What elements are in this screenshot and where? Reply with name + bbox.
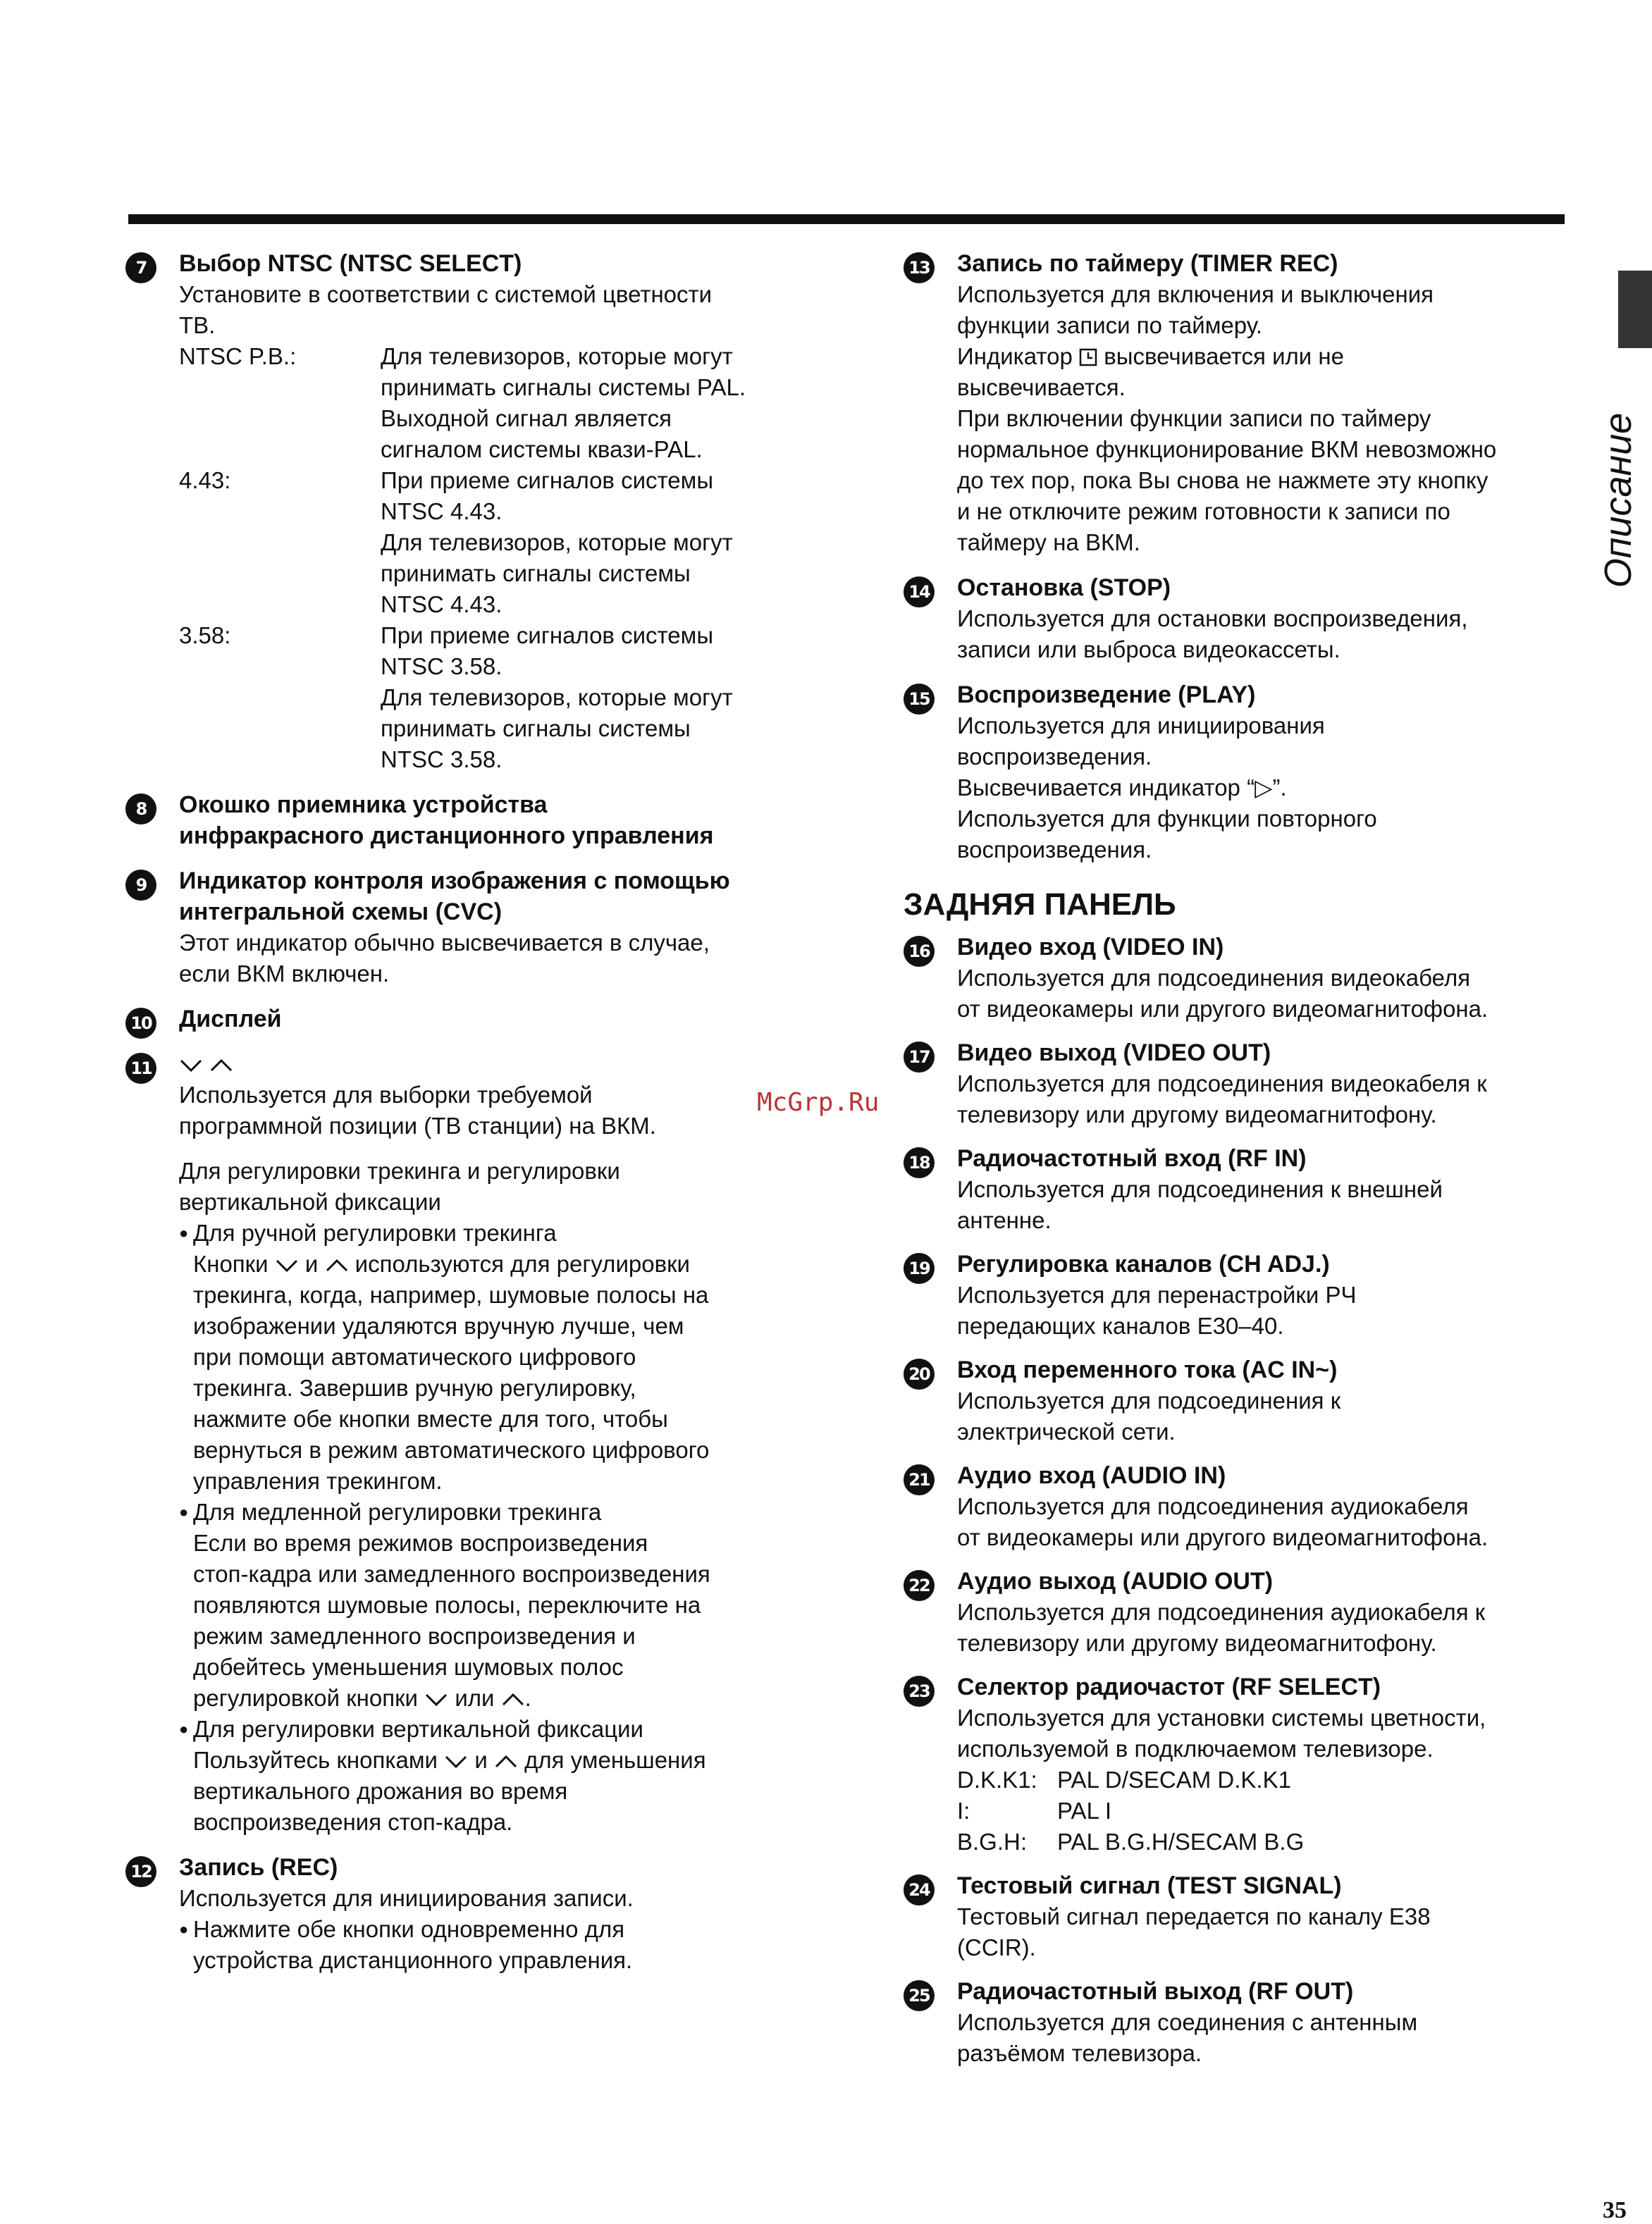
- row-text: принимать сигналы системы: [381, 560, 691, 586]
- item-text: антенне.: [957, 1207, 1052, 1233]
- item-text: Используется для подсоединения аудиокабеля: [957, 1493, 1469, 1519]
- row-text: Для телевизоров, которые могут: [381, 529, 733, 555]
- item-title: Радиочастотный вход (RF IN): [957, 1145, 1307, 1172]
- item-text: Используется для подсоединения к внешней: [957, 1176, 1443, 1202]
- row-text: NTSC 3.58.: [381, 653, 503, 679]
- item-title: Дисплей: [179, 1006, 282, 1032]
- item-text: Установите в соответствии с системой цветности: [179, 281, 713, 307]
- section-title: ЗАДНЯЯ ПАНЕЛЬ: [904, 887, 1176, 922]
- item-title: Видео выход (VIDEO OUT): [957, 1039, 1271, 1066]
- item-24: [904, 1870, 1566, 1963]
- chevron-down-icon: [179, 1056, 203, 1073]
- item-title: интегральной схемы (CVC): [179, 898, 503, 925]
- item-text: функции записи по таймеру.: [957, 312, 1263, 338]
- bullet-vertical-lock: [179, 1714, 830, 1838]
- item-text: записи или выброса видеокассеты.: [957, 636, 1340, 662]
- item-number: 9: [125, 870, 156, 901]
- row-text: PAL D/SECAM D.K.K1: [1057, 1767, 1291, 1793]
- row-text: PAL B.G.H/SECAM B.G: [1057, 1829, 1305, 1855]
- ntsc-row: [179, 620, 830, 775]
- item-number: 16: [904, 936, 935, 967]
- timer-icon: [1079, 348, 1097, 366]
- bullet-title: ● Для регулировки вертикальной фиксации: [193, 1714, 830, 1745]
- bullet-text: вернуться в режим автоматического цифрового: [193, 1437, 710, 1463]
- item-text: Используется для подсоединения к: [957, 1388, 1341, 1414]
- bullet-text: управления трекингом.: [193, 1468, 443, 1494]
- item-number: 22: [904, 1570, 935, 1601]
- chevron-up-icon: [494, 1753, 518, 1769]
- ntsc-row: [179, 341, 830, 465]
- row-text: Выходной сигнал является: [381, 405, 672, 431]
- sidebar-tab-marker: [1618, 271, 1652, 348]
- item-text: от видеокамеры или другого видеомагнитофона.: [957, 1524, 1488, 1550]
- item-text: воспроизведения.: [957, 743, 1152, 770]
- chevron-down-icon: [424, 1691, 448, 1707]
- item-number: 11: [125, 1053, 156, 1084]
- item-18: [904, 1143, 1566, 1236]
- item-number: 7: [125, 252, 156, 283]
- row-key: NTSC P.B.:: [179, 343, 297, 369]
- item-22: [904, 1566, 1566, 1659]
- item-17: [904, 1037, 1566, 1130]
- item-title: Окошко приемника устройства: [179, 791, 548, 818]
- item-12: [125, 1852, 830, 1976]
- item-text: (CCIR).: [957, 1934, 1036, 1960]
- row-text: При приеме сигналов системы: [381, 467, 714, 493]
- item-title: Остановка (STOP): [957, 574, 1171, 601]
- item-text: Используется для функции повторного: [957, 805, 1377, 832]
- item-text: если ВКМ включен.: [179, 960, 390, 987]
- item-text: Этот индикатор обычно высвечивается в случае,: [179, 929, 710, 956]
- item-25: [904, 1976, 1566, 2069]
- item-23: [904, 1672, 1566, 1858]
- bullet-text: ● Нажмите обе кнопки одновременно для: [193, 1914, 830, 1945]
- bullet-text: стоп-кадра или замедленного воспроизведения: [193, 1561, 710, 1587]
- item-number: 14: [904, 576, 935, 607]
- item-text: Используется для перенастройки РЧ: [957, 1282, 1357, 1308]
- item-number: 15: [904, 684, 935, 715]
- bullet-text: появляются шумовые полосы, переключите на: [193, 1592, 701, 1618]
- item-number: 18: [904, 1147, 935, 1178]
- sidebar-label: Описание: [1597, 412, 1639, 588]
- bullet-slow-tracking: [179, 1497, 830, 1714]
- row-text: сигналом системы квази-PAL.: [381, 436, 703, 462]
- item-title: Запись по таймеру (TIMER REC): [957, 250, 1338, 277]
- row-key: 4.43:: [179, 467, 231, 493]
- row-text: NTSC 4.43.: [381, 498, 503, 524]
- item-text: Высвечивается индикатор “▷”.: [957, 774, 1287, 801]
- bullet-text: воспроизведения стоп-кадра.: [193, 1809, 513, 1835]
- chevron-down-icon: [275, 1256, 299, 1273]
- bullet-text: трекинга, когда, например, шумовые полосы на: [193, 1282, 709, 1308]
- bullet-text: нажмите обе кнопки вместе для того, чтобы: [193, 1406, 668, 1432]
- item-number: 23: [904, 1676, 935, 1707]
- item-number: 25: [904, 1980, 935, 2011]
- chevron-down-icon: [444, 1753, 468, 1769]
- item-13: [904, 248, 1566, 558]
- item-10: [125, 1003, 830, 1034]
- item-text: Используется для подсоединения аудиокабеля к: [957, 1599, 1486, 1625]
- item-text: вертикальной фиксации: [179, 1189, 441, 1215]
- item-text: Используется для инициирования: [957, 712, 1325, 739]
- item-text: Используется для инициирования записи.: [179, 1885, 634, 1911]
- header-rule: [128, 214, 1565, 224]
- item-title: инфракрасного дистанционного управления: [179, 822, 714, 849]
- item-text: Используется для выборки требуемой: [179, 1082, 593, 1108]
- bullet-text: при помощи автоматического цифрового: [193, 1344, 636, 1370]
- bullet-text: устройства дистанционного управления.: [193, 1947, 633, 1973]
- bullet-text: вертикального дрожания во время: [193, 1778, 568, 1804]
- row-text: NTSC 4.43.: [381, 591, 503, 617]
- item-title: Видео вход (VIDEO IN): [957, 934, 1224, 960]
- row-text: При приеме сигналов системы: [381, 622, 714, 648]
- rf-row: [957, 1796, 1566, 1827]
- row-key: B.G.H:: [957, 1829, 1028, 1855]
- item-text: телевизору или другому видеомагнитофону.: [957, 1101, 1437, 1128]
- item-number: 17: [904, 1042, 935, 1073]
- item-text: программной позиции (ТВ станции) на ВКМ.: [179, 1113, 656, 1139]
- item-title: Аудио выход (AUDIO OUT): [957, 1568, 1274, 1595]
- right-column: [904, 248, 1566, 2069]
- bullet-text: изображении удаляются вручную лучше, чем: [193, 1313, 684, 1339]
- item-text: высвечивается.: [957, 374, 1126, 400]
- item-title: Аудио вход (AUDIO IN): [957, 1462, 1226, 1489]
- bullet-text: добейтесь уменьшения шумовых полос: [193, 1654, 624, 1680]
- item-text: При включении функции записи по таймеру: [957, 405, 1431, 431]
- item-11: [125, 1049, 830, 1838]
- rf-row: [957, 1765, 1566, 1796]
- item-number: 21: [904, 1464, 935, 1495]
- item-text: передающих каналов E30–40.: [957, 1313, 1284, 1339]
- row-text: Для телевизоров, которые могут: [381, 343, 733, 369]
- bullet-text: регулировкой кнопки или .: [193, 1685, 531, 1711]
- item-text: воспроизведения.: [957, 836, 1152, 863]
- bullet-text: Кнопки и используются для регулировки: [193, 1251, 690, 1277]
- item-text: Индикатор высвечивается или не: [957, 343, 1344, 369]
- item-number: 24: [904, 1874, 935, 1905]
- item-number: 19: [904, 1253, 935, 1284]
- item-7: [125, 248, 830, 775]
- row-text: NTSC 3.58.: [381, 746, 503, 772]
- row-text: принимать сигналы системы PAL.: [381, 374, 746, 400]
- bullet-title: ● Для ручной регулировки трекинга: [193, 1218, 830, 1249]
- row-key: 3.58:: [179, 622, 231, 648]
- bullet-title: ● Для медленной регулировки трекинга: [193, 1497, 830, 1528]
- chevron-up-icon: [501, 1691, 525, 1707]
- row-text: принимать сигналы системы: [381, 715, 691, 741]
- page-number: 35: [1603, 2197, 1627, 2223]
- item-title: Радиочастотный выход (RF OUT): [957, 1978, 1354, 2005]
- item-title-arrows: [179, 1049, 830, 1080]
- item-title: Индикатор контроля изображения с помощью: [179, 867, 730, 894]
- ntsc-row: [179, 465, 830, 620]
- bullet-text: Если во время режимов воспроизведения: [193, 1530, 648, 1556]
- item-title: Регулировка каналов (CH ADJ.): [957, 1251, 1330, 1278]
- item-title: Выбор NTSC (NTSC SELECT): [179, 250, 522, 277]
- row-key: I:: [957, 1798, 970, 1824]
- item-number: 10: [125, 1008, 156, 1039]
- item-text: используемой в подключаемом телевизоре.: [957, 1736, 1434, 1762]
- item-text: Используется для остановки воспроизведения,: [957, 605, 1468, 631]
- item-text: от видеокамеры или другого видеомагнитофона.: [957, 996, 1488, 1022]
- item-text: Используется для соединения с антенным: [957, 2009, 1418, 2035]
- bullet-text: режим замедленного воспроизведения и: [193, 1623, 636, 1649]
- item-text: Используется для подсоединения видеокабеля: [957, 965, 1471, 991]
- item-text: Используется для подсоединения видеокабеля к: [957, 1070, 1487, 1096]
- item-title: Запись (REC): [179, 1854, 338, 1881]
- item-19: [904, 1249, 1566, 1342]
- item-text: нормальное функционирование ВКМ невозможно: [957, 436, 1497, 462]
- item-text: Тестовый сигнал передается по каналу E38: [957, 1903, 1431, 1929]
- item-21: [904, 1460, 1566, 1553]
- item-9: [125, 865, 830, 989]
- row-text: Для телевизоров, которые могут: [381, 684, 733, 710]
- item-number: 12: [125, 1856, 156, 1887]
- item-text: таймеру на ВКМ.: [957, 529, 1140, 555]
- item-text: электрической сети.: [957, 1419, 1176, 1445]
- item-number: 13: [904, 252, 935, 283]
- item-8: [125, 789, 830, 851]
- chevron-up-icon: [325, 1256, 349, 1273]
- item-number: 20: [904, 1359, 935, 1390]
- item-14: [904, 572, 1566, 665]
- bullet-text: трекинга. Завершив ручную регулировку,: [193, 1375, 636, 1401]
- chevron-up-icon: [209, 1056, 233, 1073]
- left-column: [125, 248, 830, 1976]
- item-text: Для регулировки трекинга и регулировки: [179, 1158, 620, 1184]
- item-text: телевизору или другому видеомагнитофону.: [957, 1630, 1437, 1656]
- bullet-text: Пользуйтесь кнопками и для уменьшения: [193, 1747, 706, 1773]
- item-text: и не отключите режим готовности к записи по: [957, 498, 1450, 524]
- bullet-manual-tracking: [179, 1218, 830, 1497]
- item-text: Используется для установки системы цветности,: [957, 1705, 1486, 1731]
- item-text: Используется для включения и выключения: [957, 281, 1434, 307]
- item-title: Воспроизведение (PLAY): [957, 681, 1256, 708]
- item-text: до тех пор, пока Вы снова не нажмете эту кнопку: [957, 467, 1488, 493]
- item-text: разъёмом телевизора.: [957, 2040, 1202, 2066]
- item-20: [904, 1354, 1566, 1447]
- item-16: [904, 932, 1566, 1025]
- rf-row: [957, 1827, 1566, 1858]
- item-text: ТВ.: [179, 312, 216, 338]
- item-15: [904, 679, 1566, 865]
- item-title: Тестовый сигнал (TEST SIGNAL): [957, 1872, 1342, 1899]
- row-key: D.K.K1:: [957, 1767, 1037, 1793]
- item-title: Селектор радиочастот (RF SELECT): [957, 1674, 1381, 1700]
- watermark: McGrp.Ru: [757, 1088, 880, 1117]
- item-number: 8: [125, 793, 156, 824]
- item-title: Вход переменного тока (AC IN~): [957, 1357, 1338, 1383]
- row-text: PAL I: [1057, 1798, 1112, 1824]
